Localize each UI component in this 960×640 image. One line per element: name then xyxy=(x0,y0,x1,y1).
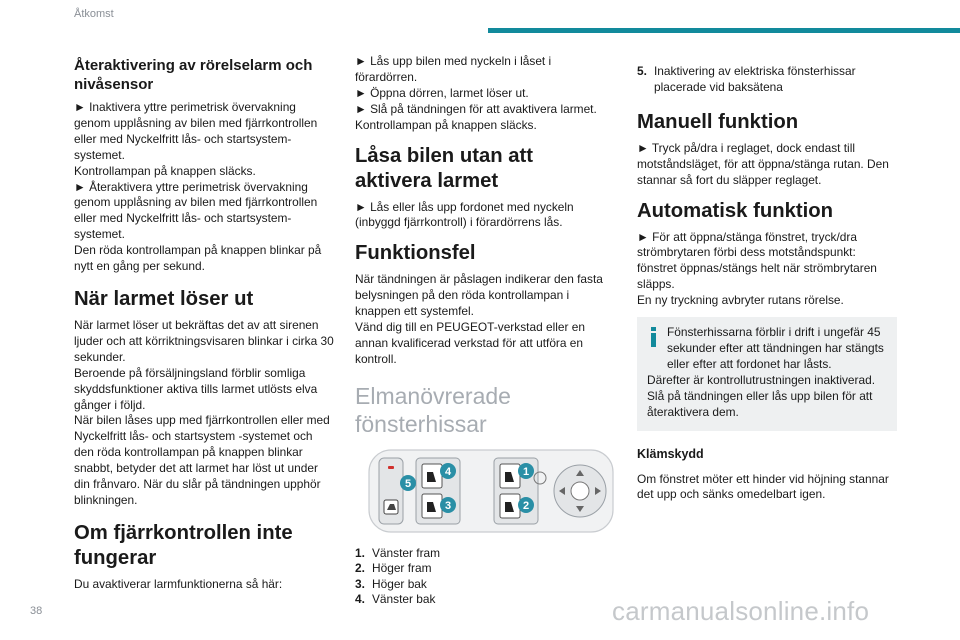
figure-badge-2 xyxy=(518,497,534,513)
switch-legend-list xyxy=(355,546,615,608)
info-text: Därefter är kontrollutrustningen inaktiverad. Slå på tändningen eller lås upp bilen för att återaktivera dem. xyxy=(647,372,876,419)
paragraph: Den röda kontrollampan på knappen blinkar på nytt en gång per sekund. xyxy=(74,243,322,274)
badge-label: 1 xyxy=(522,465,530,478)
badge-label: 2 xyxy=(522,499,530,512)
info-text: Fönsterhissarna förblir i drift i ungefär 45 sekunder efter att tändningen har stängts eller efter att fordonet har låsts. xyxy=(667,325,884,371)
paragraph: När tändningen är påslagen indikerar den fasta belysningen på den röda kontrollampan i knappen ett systemfel. xyxy=(355,272,603,319)
heading-windows: Elmanövrerade fönsterhissar xyxy=(355,382,511,437)
column-2 xyxy=(355,52,615,608)
badge-label: 5 xyxy=(404,477,412,490)
badge-label: 3 xyxy=(444,499,452,512)
page-number: 38 xyxy=(30,605,43,617)
paragraph: En ny tryckning avbryter rutans rörelse. xyxy=(637,293,844,308)
page-header xyxy=(0,0,960,40)
paragraph: Om fönstret möter ett hinder vid höjning stannar det upp och sänks omedelbart igen. xyxy=(637,471,889,502)
badge-label: 4 xyxy=(444,465,452,478)
figure-badge-3 xyxy=(440,497,456,513)
list-number: 3. xyxy=(355,576,365,591)
paragraph: ► Öppna dörren, larmet löser ut. xyxy=(355,85,529,100)
window-switch-figure xyxy=(355,448,615,534)
list-number: 1. xyxy=(355,545,365,560)
heading-alarm: När larmet löser ut xyxy=(74,287,254,310)
led-icon xyxy=(388,466,394,469)
list-text: Höger fram xyxy=(372,561,432,576)
heading-remote: Om fjärrkontrollen inte fungerar xyxy=(74,521,293,569)
list-text: Vänster bak xyxy=(372,592,436,607)
paragraph: ► Återaktivera yttre perimetrisk övervakning genom upplåsning av bilen med fjärrkontrollen eller med Nyckelfritt lås- och startsystem-systemet. xyxy=(74,179,318,242)
paragraph: När bilen låses upp med fjärrkontrollen eller med Nyckelfritt lås- och startsystem -systemet och den röda kontrollampan på knappen blinkar snabbt, betyder det att larmet har löst ut under din frånvaro. När du slår på tändningen upphör blinkningen. xyxy=(74,413,330,507)
paragraph: Beroende på försäljningsland förblir somliga skyddsfunktioner aktiva tills larmet utlösts elva gånger i följd. xyxy=(74,365,318,412)
figure-badge-4 xyxy=(440,463,456,479)
list-item xyxy=(355,546,615,562)
list-item xyxy=(355,561,615,577)
heading-reactivation: Återaktivering av rörelselarm och nivåsensor xyxy=(74,57,313,93)
paragraph: ► Lås eller lås upp fordonet med nyckeln (inbyggd fjärrkontroll) i förardörrens lås. xyxy=(355,199,574,230)
list-number: 5. xyxy=(637,64,647,78)
column-3 xyxy=(637,52,897,503)
header-accent-bar xyxy=(488,28,960,33)
figure-badge-1 xyxy=(518,463,534,479)
paragraph: ► Inaktivera yttre perimetrisk övervakning genom upplåsning av bilen med fjärrkontrollen eller med Nyckelfritt lås- och startsystem-systemet. xyxy=(74,100,318,162)
info-icon xyxy=(647,327,660,347)
paragraph: ► Slå på tändningen för att avaktivera larmet. xyxy=(355,101,597,116)
paragraph: När larmet löser ut bekräftas det av att sirenen ljuder och att körriktningsvisaren blinkar i cirka 30 sekunder. xyxy=(74,317,334,364)
column-1 xyxy=(74,52,334,593)
list-number: 4. xyxy=(355,592,365,607)
list-item xyxy=(355,577,615,593)
paragraph: Du avaktiverar larmfunktionerna så här: xyxy=(74,576,283,591)
info-box xyxy=(637,317,897,430)
heading-fault: Funktionsfel xyxy=(355,242,476,265)
paragraph: Kontrollampan på knappen släcks. xyxy=(355,117,537,132)
paragraph: Kontrollampan på knappen släcks. xyxy=(74,163,256,178)
list-item xyxy=(637,64,897,96)
heading-pinch: Klämskydd xyxy=(637,446,704,461)
paragraph: Vänd dig till en PEUGEOT-verkstad eller en annan kvalificerad verkstad för att utföra en kontroll. xyxy=(355,320,585,366)
section-title: Åtkomst xyxy=(74,8,114,20)
figure-badge-5 xyxy=(400,475,416,491)
heading-manual: Manuell funktion xyxy=(637,110,799,133)
paragraph: ► Tryck på/dra i reglaget, dock endast till motståndsläget, för att öppna/stänga rutan. Den stannar så fort du släpper reglaget. xyxy=(637,140,889,187)
list-text: Inaktivering av elektriska fönsterhissar placerade vid baksätena xyxy=(654,64,856,94)
heading-automatic: Automatisk funktion xyxy=(637,199,834,222)
mirror-center xyxy=(571,482,589,500)
watermark: carmanualsonline.info xyxy=(612,596,870,626)
list-item xyxy=(355,592,615,608)
paragraph: ► För att öppna/stänga fönstret, tryck/dra strömbrytaren förbi dess motståndspunkt: fönstret öppnas/stängs helt när strömbrytaren släpps. xyxy=(637,229,877,292)
list-number: 2. xyxy=(355,561,365,576)
heading-lock: Låsa bilen utan att aktivera larmet xyxy=(355,144,534,192)
list-text: Höger bak xyxy=(372,576,427,591)
paragraph: ► Lås upp bilen med nyckeln i låset i förardörren. xyxy=(355,54,552,84)
list-text: Vänster fram xyxy=(372,545,441,560)
